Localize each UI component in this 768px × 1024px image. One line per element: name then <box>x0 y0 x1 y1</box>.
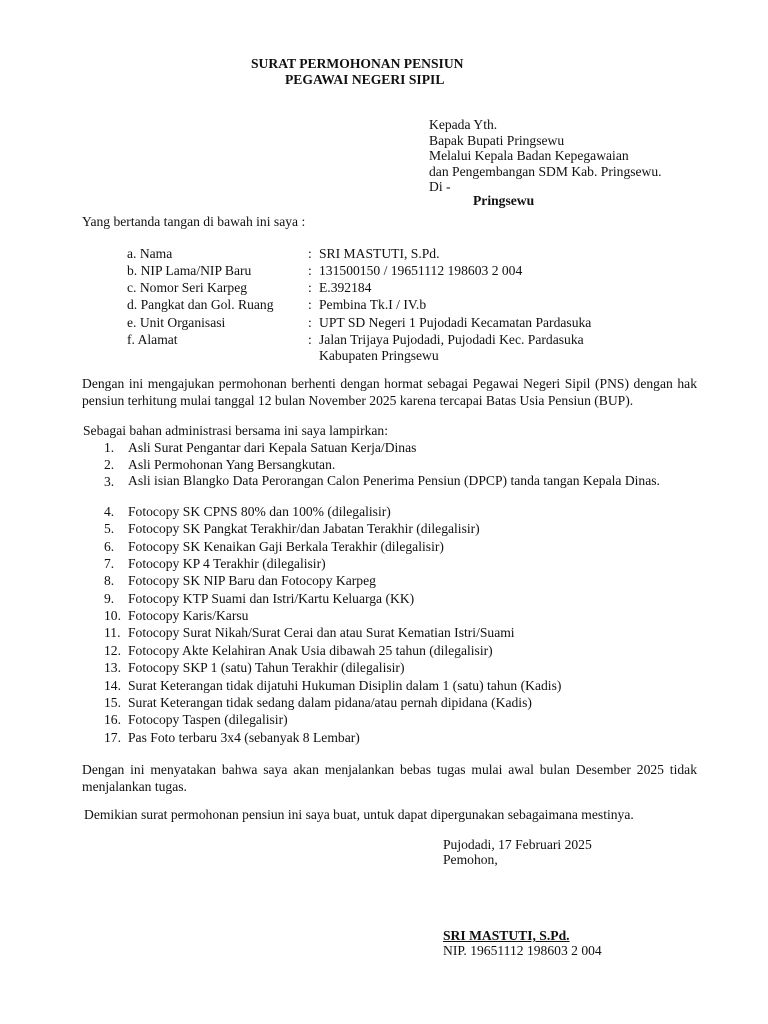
intro-text: Yang bertanda tangan di bawah ini saya : <box>82 214 306 229</box>
signature-role: Pemohon, <box>443 852 498 867</box>
field-colon: : <box>308 315 312 330</box>
attachment-item <box>104 503 699 520</box>
recipient-line4: dan Pengembangan SDM Kab. Pringsewu. <box>429 164 662 179</box>
attachment-number: 16. <box>104 712 121 727</box>
closing-paragraph: Demikian surat permohonan pensiun ini saya buat, untuk dapat dipergunakan sebagaimana mestinya. <box>84 807 634 822</box>
recipient-line2: Bapak Bupati Pringsewu <box>429 133 565 148</box>
attachment-number: 10. <box>104 608 121 623</box>
attachment-item <box>104 555 699 572</box>
field-row-nama <box>127 245 727 262</box>
field-value-line2: Kabupaten Pringsewu <box>319 348 439 363</box>
attachment-text: Asli Permohonan Yang Bersangkutan. <box>128 457 336 472</box>
request-paragraph: Dengan ini mengajukan permohonan berhenti dengan hormat sebagai Pegawai Negeri Sipil (PNS) dengan hak pensiun terhitung mulai tanggal 12 bulan November 2025 karena tercapai Batas Usia Pensiun (BUP). <box>82 376 697 408</box>
letter-title-line1: SURAT PERMOHONAN PENSIUN <box>251 56 464 71</box>
attachment-item <box>104 538 699 555</box>
field-label: e. Unit Organisasi <box>127 315 226 330</box>
signature-name: SRI MASTUTI, S.Pd. <box>443 928 570 943</box>
attachment-number: 11. <box>104 625 121 640</box>
field-label: f. Alamat <box>127 332 178 347</box>
recipient-city: Pringsewu <box>473 193 535 208</box>
field-row-pangkat <box>127 296 727 313</box>
field-value: E.392184 <box>319 280 372 295</box>
field-colon: : <box>308 297 312 312</box>
attachment-text: Fotocopy SK Pangkat Terakhir/dan Jabatan Terakhir (dilegalisir) <box>128 521 480 536</box>
attachment-text: Fotocopy SK Kenaikan Gaji Berkala Terakhir (dilegalisir) <box>128 539 444 554</box>
attachment-item <box>104 729 699 746</box>
signature-place-date: Pujodadi, 17 Februari 2025 <box>443 837 592 852</box>
field-label: c. Nomor Seri Karpeg <box>127 280 248 295</box>
attachment-text: Fotocopy SK CPNS 80% dan 100% (dilegalisir) <box>128 504 391 519</box>
field-label: d. Pangkat dan Gol. Ruang <box>127 297 274 312</box>
attachment-number: 8. <box>104 573 115 588</box>
attachments-intro: Sebagai bahan administrasi bersama ini saya lampirkan: <box>83 423 389 438</box>
attachment-number: 15. <box>104 695 121 710</box>
attachment-text: Fotocopy SK NIP Baru dan Fotocopy Karpeg <box>128 573 376 588</box>
attachment-item <box>104 677 699 694</box>
field-label: a. Nama <box>127 246 173 261</box>
attachment-text: Surat Keterangan tidak sedang dalam pidana/atau pernah dipidana (Kadis) <box>128 695 532 710</box>
recipient-line5: Di - <box>429 179 451 194</box>
field-row-nip <box>127 262 727 279</box>
attachment-text: Fotocopy KP 4 Terakhir (dilegalisir) <box>128 556 326 571</box>
field-value: Pembina Tk.I / IV.b <box>319 297 427 312</box>
attachment-number: 1. <box>104 440 115 455</box>
attachment-number: 7. <box>104 556 115 571</box>
attachment-item <box>104 590 699 607</box>
attachment-number: 12. <box>104 643 121 658</box>
attachment-number: 2. <box>104 457 115 472</box>
attachment-item <box>104 456 699 473</box>
attachment-number: 5. <box>104 521 115 536</box>
recipient-line3: Melalui Kepala Badan Kepegawaian <box>429 148 629 163</box>
attachment-text: Surat Keterangan tidak dijatuhi Hukuman Disiplin dalam 1 (satu) tahun (Kadis) <box>128 678 562 693</box>
field-value: Jalan Trijaya Pujodadi, Pujodadi Kec. Pardasuka <box>319 332 584 347</box>
attachment-text: Fotocopy Surat Nikah/Surat Cerai dan atau Surat Kematian Istri/Suami <box>128 625 515 640</box>
statement-paragraph: Dengan ini menyatakan bahwa saya akan menjalankan bebas tugas mulai awal bulan Desember 2025 tidak menjalankan tugas. <box>82 762 697 794</box>
attachment-number: 3. <box>104 474 115 489</box>
attachment-text: Asli isian Blangko Data Perorangan Calon Penerima Pensiun (DPCP) tanda tangan Kepala Dinas. <box>128 473 660 488</box>
attachment-number: 4. <box>104 504 115 519</box>
field-row-karpeg <box>127 279 727 296</box>
field-row-alamat <box>127 331 727 365</box>
attachment-number: 14. <box>104 678 121 693</box>
recipient-line1: Kepada Yth. <box>429 117 498 132</box>
field-colon: : <box>308 280 312 295</box>
field-row-unit <box>127 314 727 331</box>
attachment-item <box>104 624 699 641</box>
attachment-text: Asli Surat Pengantar dari Kepala Satuan Kerja/Dinas <box>128 440 417 455</box>
attachment-text: Fotocopy SKP 1 (satu) Tahun Terakhir (dilegalisir) <box>128 660 405 675</box>
field-colon: : <box>308 246 312 261</box>
attachment-item <box>104 439 699 456</box>
attachment-number: 6. <box>104 539 115 554</box>
attachment-number: 9. <box>104 591 115 606</box>
attachment-item <box>104 520 699 537</box>
attachment-item <box>104 694 699 711</box>
field-label: b. NIP Lama/NIP Baru <box>127 263 252 278</box>
attachment-item <box>104 659 699 676</box>
attachment-item <box>104 642 699 659</box>
field-colon: : <box>308 263 312 278</box>
attachment-item <box>104 711 699 728</box>
attachment-number: 17. <box>104 730 121 745</box>
attachment-text: Fotocopy KTP Suami dan Istri/Kartu Keluarga (KK) <box>128 591 415 606</box>
field-value: SRI MASTUTI, S.Pd. <box>319 246 440 261</box>
attachment-item <box>104 473 699 507</box>
attachment-item <box>104 607 699 624</box>
attachment-text: Fotocopy Akte Kelahiran Anak Usia dibawah 25 tahun (dilegalisir) <box>128 643 493 658</box>
attachment-text: Pas Foto terbaru 3x4 (sebanyak 8 Lembar) <box>128 730 360 745</box>
letter-title-line2: PEGAWAI NEGERI SIPIL <box>285 72 445 87</box>
attachment-text: Fotocopy Karis/Karsu <box>128 608 249 623</box>
attachment-item <box>104 572 699 589</box>
signature-nip: NIP. 19651112 198603 2 004 <box>443 943 602 958</box>
attachment-text: Fotocopy Taspen (dilegalisir) <box>128 712 288 727</box>
field-value: UPT SD Negeri 1 Pujodadi Kecamatan Pardasuka <box>319 315 592 330</box>
field-colon: : <box>308 332 312 347</box>
field-value: 131500150 / 19651112 198603 2 004 <box>319 263 523 278</box>
attachment-number: 13. <box>104 660 121 675</box>
